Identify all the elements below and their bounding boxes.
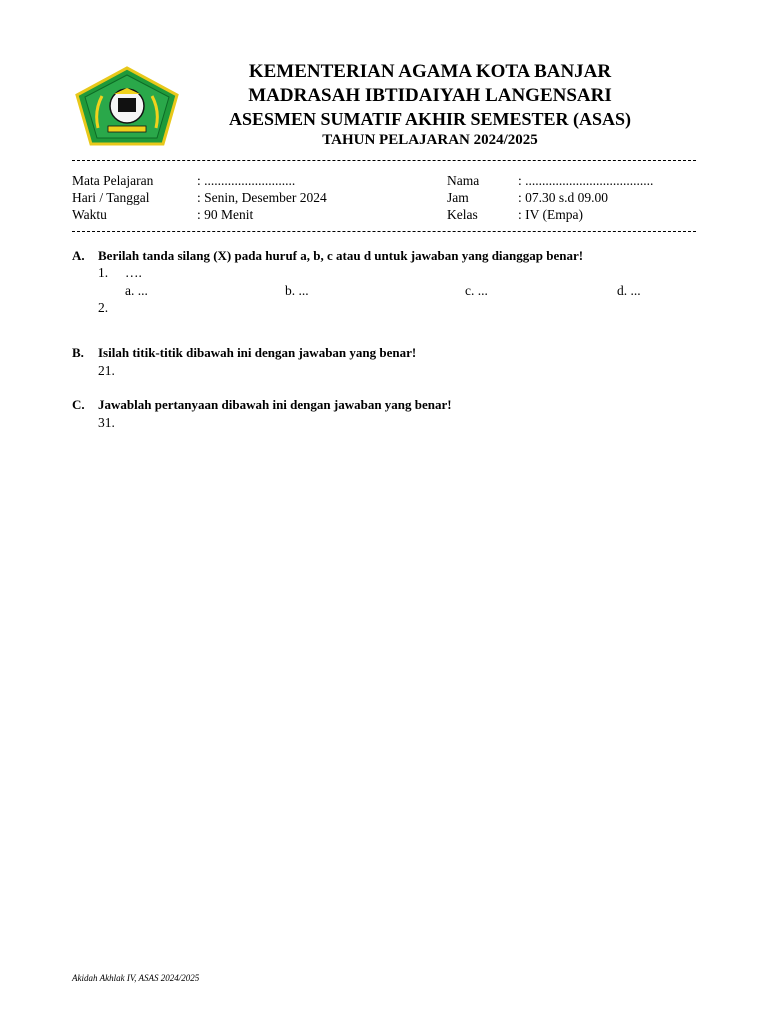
option-a: a. ... <box>125 283 148 298</box>
question-1-number: 1. <box>98 265 109 280</box>
info-label-time: Waktu <box>72 207 107 222</box>
kementerian-agama-logo <box>74 66 180 146</box>
question-21-number: 21. <box>98 363 115 378</box>
section-a-instruction: Berilah tanda silang (X) pada huruf a, b, c atau d untuk jawaban yang dianggap benar! <box>98 248 584 263</box>
info-value-name: : ...................................... <box>518 173 654 188</box>
divider-bottom <box>72 231 696 232</box>
info-label-hour: Jam <box>447 190 469 205</box>
header-school: MADRASAH IBTIDAIYAH LANGENSARI <box>248 85 612 106</box>
info-value-hour: : 07.30 s.d 09.00 <box>518 190 609 205</box>
info-value-class: : IV (Empa) <box>518 207 583 222</box>
option-c: c. ... <box>465 283 488 298</box>
section-a-letter: A. <box>72 248 85 263</box>
question-2-number: 2. <box>98 300 109 315</box>
info-label-day-date: Hari / Tanggal <box>72 190 150 205</box>
section-b-letter: B. <box>72 345 84 360</box>
option-b: b. ... <box>285 283 309 298</box>
section-b-instruction: Isilah titik-titik dibawah ini dengan jawaban yang benar! <box>98 345 417 360</box>
page-footer: Akidah Akhlak IV, ASAS 2024/2025 <box>72 973 200 983</box>
section-c-letter: C. <box>72 397 85 412</box>
info-value-time: : 90 Menit <box>197 207 254 222</box>
info-label-name: Nama <box>447 173 480 188</box>
header-school-year: TAHUN PELAJARAN 2024/2025 <box>322 132 538 148</box>
info-value-subject: : ........................... <box>197 173 296 188</box>
divider-top <box>72 160 696 161</box>
info-label-subject: Mata Pelajaran <box>72 173 154 188</box>
section-c-instruction: Jawablah pertanyaan dibawah ini dengan jawaban yang benar! <box>98 397 452 412</box>
option-d: d. ... <box>617 283 641 298</box>
question-1-text: …. <box>125 265 142 280</box>
info-value-day-date: : Senin, Desember 2024 <box>197 190 327 205</box>
info-label-class: Kelas <box>447 207 478 222</box>
header-ministry: KEMENTERIAN AGAMA KOTA BANJAR <box>248 61 612 82</box>
header-exam-title: ASESMEN SUMATIF AKHIR SEMESTER (ASAS) <box>228 109 632 129</box>
question-31-number: 31. <box>98 415 115 430</box>
